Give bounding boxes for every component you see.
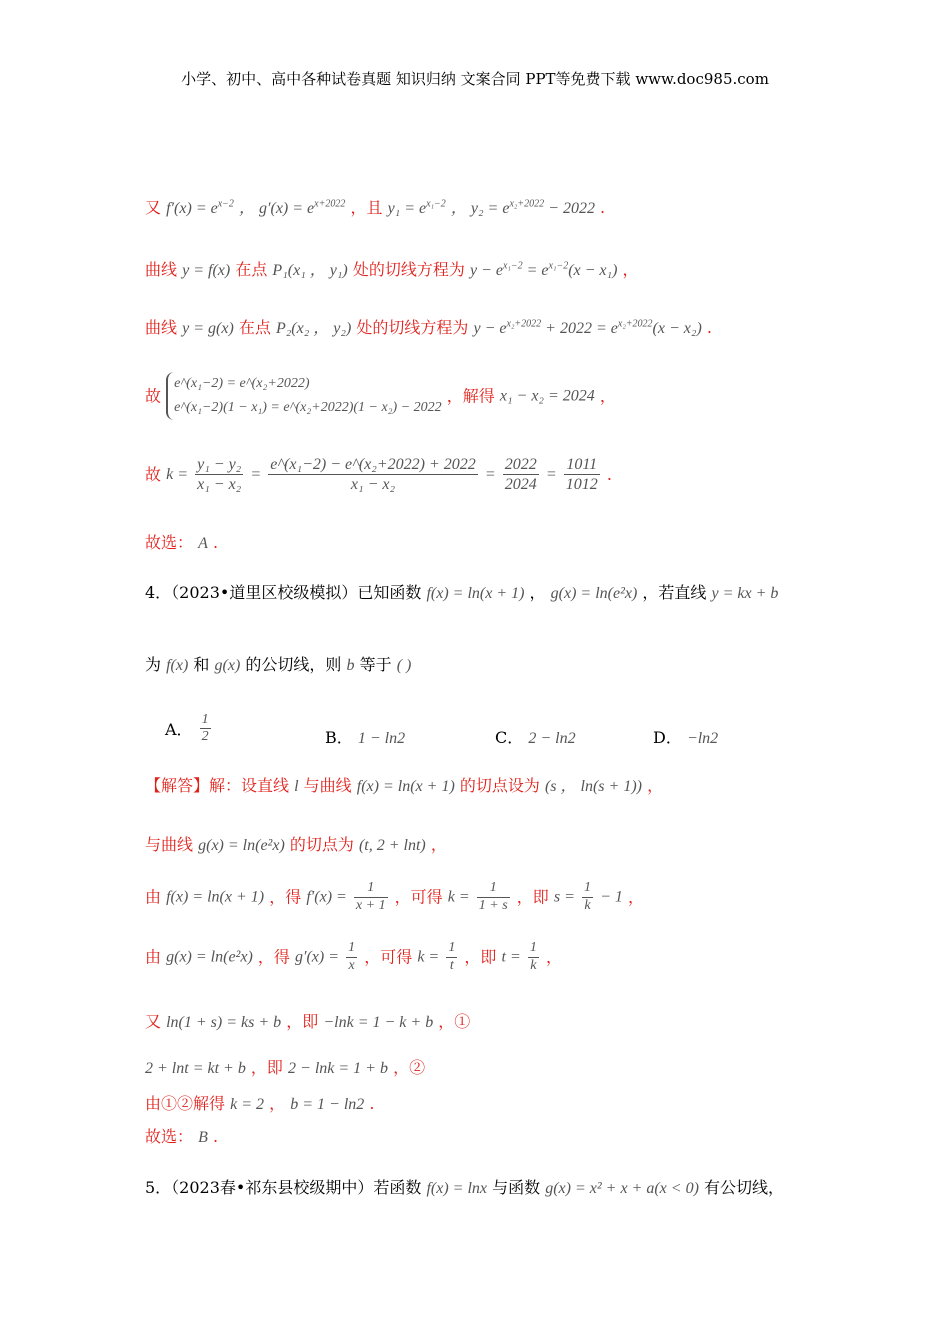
text: 故 — [145, 386, 162, 406]
math: g(x) = ln(e²x) — [166, 948, 253, 966]
equals: = — [545, 466, 557, 484]
text: 5．（2023春•祁东县校级期中）若函数 — [145, 1178, 422, 1197]
text: ， — [529, 583, 546, 602]
q4-option-c — [495, 725, 576, 748]
math: y = f(x) — [182, 262, 231, 279]
math: b = 1 − ln2 — [290, 1096, 365, 1113]
math-text: y − e — [469, 262, 503, 279]
option-value: 2 − ln2 — [528, 730, 576, 747]
math: 2 − lnk = 1 + b — [288, 1060, 388, 1077]
fraction — [354, 880, 388, 915]
math: f(x) = ln(x + 1) — [166, 888, 265, 906]
math-sup: x+2022 — [314, 198, 346, 210]
q4-stem-line2 — [145, 655, 411, 675]
option-label: C． — [495, 728, 524, 747]
denominator: x — [348, 957, 355, 973]
math — [388, 200, 446, 217]
math-text: f′(x) = e — [166, 200, 218, 217]
math: k = — [166, 466, 189, 484]
numerator: 1 — [477, 880, 510, 898]
math: f′(x) = — [306, 888, 347, 906]
text: . — [369, 1094, 375, 1113]
fraction — [446, 940, 457, 975]
text: 与函数 — [492, 1178, 541, 1197]
math — [474, 320, 702, 337]
math: y = kx + b — [711, 585, 779, 602]
math: g(x) = x² + x + a(x < 0) — [545, 1180, 699, 1197]
text: 由①②解得 — [145, 1094, 226, 1113]
sol3-line2 — [145, 260, 639, 280]
text: . — [212, 1127, 219, 1146]
math: b — [346, 657, 355, 674]
text: ，可得 — [364, 947, 413, 967]
text: . — [600, 198, 606, 217]
denominator: t — [449, 957, 454, 973]
text: ， — [622, 260, 639, 279]
fraction — [477, 880, 510, 915]
text: 故选： — [145, 533, 194, 552]
fraction — [195, 455, 243, 494]
text: ，得 — [269, 887, 302, 907]
option-value: −ln2 — [686, 730, 719, 747]
numerator: 1 — [582, 880, 593, 898]
text: 与曲线 — [303, 776, 352, 795]
sol4-line2 — [145, 835, 447, 855]
text: 又 — [145, 1012, 162, 1031]
fraction — [564, 455, 600, 494]
numerator: 1 — [446, 940, 457, 958]
equals: = — [250, 466, 262, 484]
fraction — [200, 712, 211, 745]
sol4-line6 — [145, 1058, 425, 1078]
fraction — [582, 880, 593, 915]
option-label: B． — [325, 728, 353, 747]
text: ，即 — [286, 1012, 319, 1031]
math: − 1 — [600, 888, 623, 906]
answer-letter: B — [198, 1129, 208, 1146]
text: . — [706, 318, 712, 337]
q4-stem-line1 — [145, 583, 778, 603]
numerator: y₁ − y₂ — [195, 455, 243, 475]
math: −lnk = 1 − k + b — [323, 1014, 434, 1031]
equals: = — [484, 466, 496, 484]
math: t = — [501, 948, 521, 966]
math: P₂(x₂ ， y₂) — [275, 320, 352, 337]
math: g(x) = ln(e²x) — [198, 837, 285, 854]
math-text: ， g′(x) = e — [239, 200, 315, 217]
math: (t, 2 + lnt) — [358, 837, 426, 854]
denominator: x₁ − x₂ — [350, 476, 396, 494]
text: ，即 — [250, 1058, 283, 1077]
denominator: x₁ − x₂ — [197, 476, 242, 494]
math: f(x) = lnx — [426, 1180, 487, 1197]
math: ln(1 + s) = ks + b — [166, 1014, 282, 1031]
text: ， — [599, 386, 616, 406]
text: 曲线 — [145, 318, 178, 337]
text: ， — [430, 835, 447, 854]
math-sup: x−2 — [217, 198, 234, 210]
math-text: y − e — [473, 320, 507, 337]
text: 和 — [193, 655, 210, 674]
q4-option-b — [325, 725, 405, 748]
denominator: 1 + s — [478, 897, 508, 913]
text: ， — [628, 887, 645, 907]
math-text: = e — [522, 262, 549, 279]
math — [470, 262, 617, 279]
math: g(x) = ln(e²x) — [550, 585, 638, 602]
numerator: 1 — [201, 712, 209, 727]
sol4-line7 — [145, 1094, 374, 1114]
text: 有公切线， — [703, 1178, 784, 1197]
text: 的切点设为 — [459, 776, 540, 795]
math-text: + 2022 = e — [541, 320, 618, 337]
math: k = 2 — [230, 1096, 265, 1113]
text: ，② — [393, 1058, 426, 1077]
denominator: 2024 — [504, 476, 537, 494]
math-sup: x₂+2022 — [509, 198, 545, 210]
math: P₁(x₁ ， y₁) — [272, 262, 348, 279]
equation-1: e^(x₁−2) = e^(x₂+2022) — [174, 376, 310, 391]
text: 与曲线 — [145, 835, 194, 854]
numerator: 2022 — [503, 455, 539, 475]
answer-blank: ( ) — [396, 657, 412, 674]
equation-2: e^(x₁−2)(1 − x₁) = e^(x₂+2022)(1 − x₂) − 2022 — [174, 400, 442, 415]
math — [166, 200, 234, 217]
math: (s ， ln(s + 1)) — [544, 778, 642, 795]
q4-option-a — [165, 712, 213, 745]
text: ， — [647, 776, 664, 795]
math-text: ， y₂ = e — [450, 200, 510, 217]
page-header: 小学、初中、高中各种试卷真题 知识归纳 文案合同 PPT等免费下载 www.doc985.com — [181, 70, 769, 88]
math-text: (x − x₁) — [568, 262, 618, 279]
math: f(x) — [166, 657, 189, 674]
math: s = — [553, 888, 575, 906]
text: 故 — [145, 465, 162, 485]
sol4-line4 — [145, 940, 562, 975]
text: 等于 — [359, 655, 392, 674]
fraction — [528, 940, 539, 975]
text: ，且 — [350, 198, 383, 217]
q5-stem — [145, 1178, 784, 1198]
math — [239, 200, 345, 217]
text: ，即 — [464, 947, 497, 967]
text: . — [212, 533, 219, 552]
math: f(x) = ln(x + 1) — [356, 778, 455, 795]
sol3-answer — [145, 533, 218, 553]
math: y = g(x) — [182, 320, 234, 337]
text: 故选： — [145, 1127, 194, 1146]
math: f(x) = ln(x + 1) — [426, 585, 525, 602]
math-sup: x₁−2 — [426, 198, 446, 210]
math: g′(x) = — [294, 948, 340, 966]
option-label: D． — [653, 728, 682, 747]
denominator: k — [584, 897, 591, 913]
math: 2 + lnt = kt + b — [145, 1060, 246, 1077]
text: ， — [269, 1094, 286, 1113]
math: x₁ − x₂ = 2024 — [499, 387, 595, 405]
text: 处的切线方程为 — [356, 318, 469, 337]
text: 在点 — [238, 318, 271, 337]
numerator: 1 — [346, 940, 357, 958]
fraction — [268, 455, 478, 494]
text: 的公切线，则 — [245, 655, 342, 674]
math-text: − 2022 — [544, 200, 595, 217]
math-sup: x₂+2022 — [506, 318, 542, 330]
text: ，得 — [257, 947, 290, 967]
text: ，① — [438, 1012, 471, 1031]
numerator: e^(x₁−2) − e^(x₂+2022) + 2022 — [268, 455, 478, 475]
option-label: A． — [165, 720, 193, 739]
fraction — [346, 940, 357, 975]
math: k = — [447, 888, 470, 906]
denominator: 1012 — [565, 476, 598, 494]
sol3-line4 — [145, 372, 616, 420]
math-sup: x₁−2 — [548, 260, 569, 272]
math: g(x) — [214, 657, 241, 674]
option-value: 1 − ln2 — [357, 730, 406, 747]
equation-system — [166, 372, 442, 420]
text: 的切点为 — [289, 835, 354, 854]
text: 又 — [145, 198, 162, 217]
text: 在点 — [235, 260, 268, 279]
text: 曲线 — [145, 260, 178, 279]
sol4-line5 — [145, 1012, 470, 1032]
answer-letter: A — [198, 535, 208, 552]
sol4-line3 — [145, 880, 644, 915]
text: 由 — [145, 887, 162, 907]
numerator: 1 — [528, 940, 539, 958]
text: 4．（2023•道里区校级模拟）已知函数 — [145, 583, 422, 602]
text: . — [606, 465, 612, 485]
sol3-line3 — [145, 318, 712, 338]
text: 【解答】解：设直线 — [145, 776, 290, 795]
math-text: (x − x₂) — [652, 320, 702, 337]
denominator: 2 — [201, 729, 209, 744]
text: 处的切线方程为 — [352, 260, 465, 279]
math-sup: x₂+2022 — [617, 318, 653, 330]
denominator: x + 1 — [355, 897, 386, 913]
text: ， — [545, 947, 562, 967]
numerator: 1011 — [564, 455, 600, 475]
denominator: k — [530, 957, 537, 973]
sol3-line5 — [145, 455, 612, 494]
sol3-line1 — [145, 198, 605, 218]
text: ，即 — [516, 887, 549, 907]
numerator: 1 — [354, 880, 388, 898]
text: ，若直线 — [642, 583, 707, 602]
math-sup: x₁−2 — [502, 260, 523, 272]
text: ，可得 — [394, 887, 443, 907]
text: 为 — [145, 655, 162, 674]
math — [451, 200, 595, 217]
math-text: y₁ = e — [387, 200, 427, 217]
q4-option-d — [653, 725, 718, 748]
text: 由 — [145, 947, 162, 967]
sol4-line1 — [145, 776, 663, 796]
fraction — [503, 455, 539, 494]
text: ，解得 — [446, 386, 495, 406]
math: k = — [417, 948, 440, 966]
math: l — [294, 778, 299, 795]
sol4-answer — [145, 1127, 218, 1147]
